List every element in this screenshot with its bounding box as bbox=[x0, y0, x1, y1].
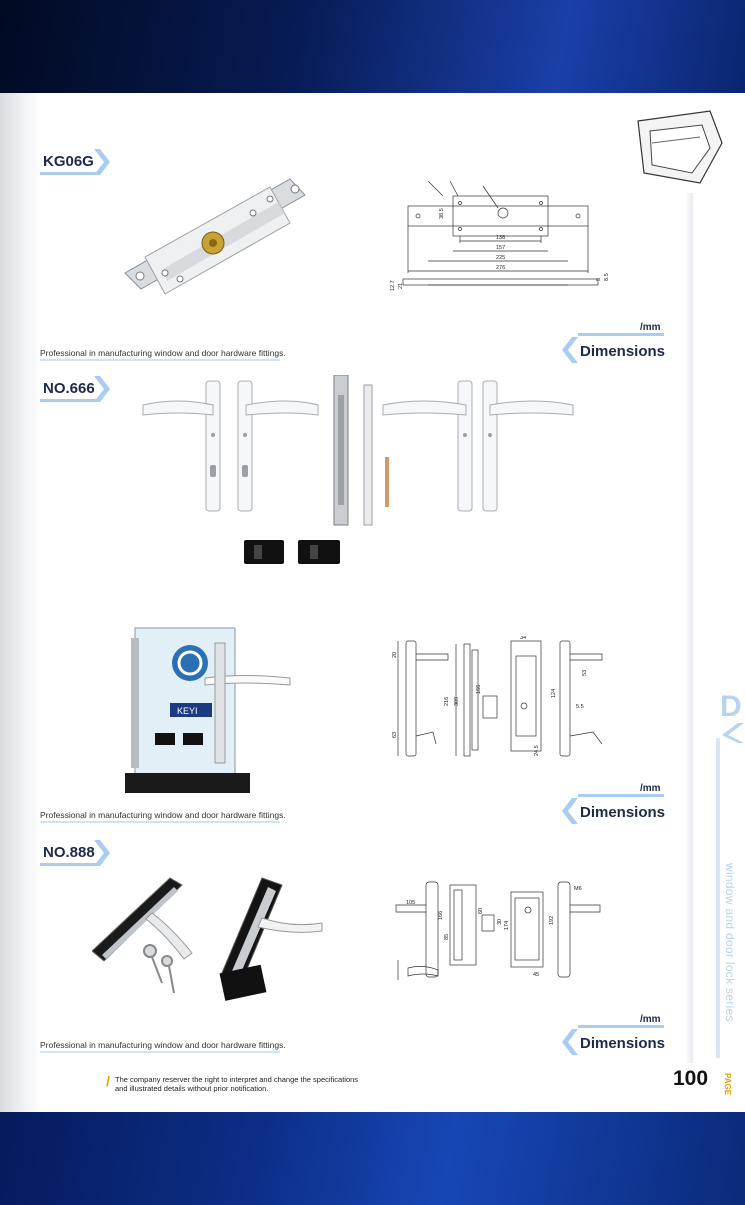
dim-label: 124 bbox=[551, 688, 557, 698]
product-code: KG06G bbox=[43, 153, 94, 170]
slogan-text: Professional in manufacturing window and door hardware fittings. bbox=[40, 348, 286, 358]
dim-label: 105 bbox=[406, 900, 416, 906]
dim-label: 30 bbox=[497, 918, 503, 925]
dim-label: 157 bbox=[496, 245, 506, 251]
dim-label: M6 bbox=[574, 886, 582, 892]
dim-label: 276 bbox=[496, 265, 506, 271]
chevron-left-icon bbox=[562, 337, 578, 363]
dim-label: 85 bbox=[444, 933, 450, 940]
product-photo-no888 bbox=[92, 873, 327, 1003]
dim-label: 21 bbox=[398, 282, 404, 289]
brand-logo-text: KEYI bbox=[177, 706, 198, 716]
dim-label: 20 bbox=[392, 651, 398, 658]
dimensions-heading: Dimensions bbox=[580, 1035, 666, 1052]
chevron-right-icon bbox=[94, 840, 110, 866]
divider bbox=[40, 359, 280, 361]
dim-label: 5 bbox=[596, 277, 602, 281]
disclaimer-text bbox=[115, 1075, 358, 1093]
page-fold-shadow bbox=[0, 93, 42, 1112]
disclaimer-line: and illustrated details without prior notification. bbox=[115, 1084, 269, 1093]
divider bbox=[578, 1025, 664, 1028]
dim-label: 60 bbox=[478, 907, 484, 914]
page-number: 100 bbox=[673, 1067, 709, 1090]
product-code: NO.888 bbox=[43, 844, 95, 861]
dim-label: 174 bbox=[504, 920, 510, 930]
slogan-text: Professional in manufacturing window and door hardware fittings. bbox=[40, 1040, 286, 1050]
chevron-left-icon bbox=[562, 1029, 578, 1055]
chevron-right-icon bbox=[94, 376, 110, 402]
unit-label: /mm bbox=[640, 1014, 661, 1025]
dimension-drawing-no888 bbox=[388, 880, 618, 990]
background-bottom bbox=[0, 1112, 745, 1205]
dimension-drawing-no666 bbox=[388, 636, 618, 764]
dim-label: 38.5 bbox=[439, 208, 445, 219]
background-top bbox=[0, 0, 745, 93]
disclaimer-line: The company reserver the right to interpret and change the specifications bbox=[115, 1075, 359, 1084]
page-curl-icon bbox=[630, 103, 730, 193]
dim-label: 8.5 bbox=[604, 273, 610, 281]
dim-label: 225 bbox=[496, 255, 506, 261]
dimension-drawing-kg06g bbox=[388, 181, 618, 306]
dim-label: 24.5 bbox=[534, 745, 540, 756]
dim-label: 53 bbox=[582, 669, 588, 676]
catalog-page bbox=[0, 93, 745, 1112]
footer-slash-mark: / bbox=[106, 1073, 110, 1089]
dim-label: 166 bbox=[438, 910, 444, 920]
dim-label: 138 bbox=[496, 235, 506, 241]
unit-label: /mm bbox=[640, 322, 661, 333]
dimensions-heading: Dimensions bbox=[580, 804, 666, 821]
section-side-bar bbox=[716, 738, 720, 1058]
dim-label: 34 bbox=[520, 636, 527, 641]
dim-label: 63 bbox=[392, 731, 398, 738]
dim-label: 309 bbox=[454, 696, 460, 706]
divider bbox=[578, 333, 664, 336]
page-edge-strip bbox=[685, 193, 693, 1063]
dim-label: 166 bbox=[476, 684, 482, 694]
page-word-label: PAGE bbox=[723, 1073, 732, 1096]
product-code: NO.666 bbox=[43, 380, 95, 397]
dim-label: 192 bbox=[549, 915, 555, 925]
dim-label: 5.5 bbox=[576, 704, 584, 710]
product-photo-kg06g bbox=[105, 161, 320, 311]
dim-label: 12.7 bbox=[390, 280, 396, 291]
section-letter: D bbox=[720, 690, 742, 723]
dimensions-heading: Dimensions bbox=[580, 343, 666, 360]
slogan-text: Professional in manufacturing window and door hardware fittings. bbox=[40, 810, 286, 820]
divider bbox=[40, 1051, 280, 1053]
chevron-left-icon bbox=[562, 798, 578, 824]
product-photo-no666-box bbox=[115, 623, 295, 798]
series-label: window and door lock series bbox=[723, 863, 737, 1022]
divider bbox=[578, 794, 664, 797]
dim-label: 45 bbox=[533, 972, 540, 978]
divider bbox=[40, 821, 280, 823]
dim-label: 216 bbox=[444, 696, 450, 706]
product-photo-no666 bbox=[138, 375, 583, 575]
unit-label: /mm bbox=[640, 783, 661, 794]
